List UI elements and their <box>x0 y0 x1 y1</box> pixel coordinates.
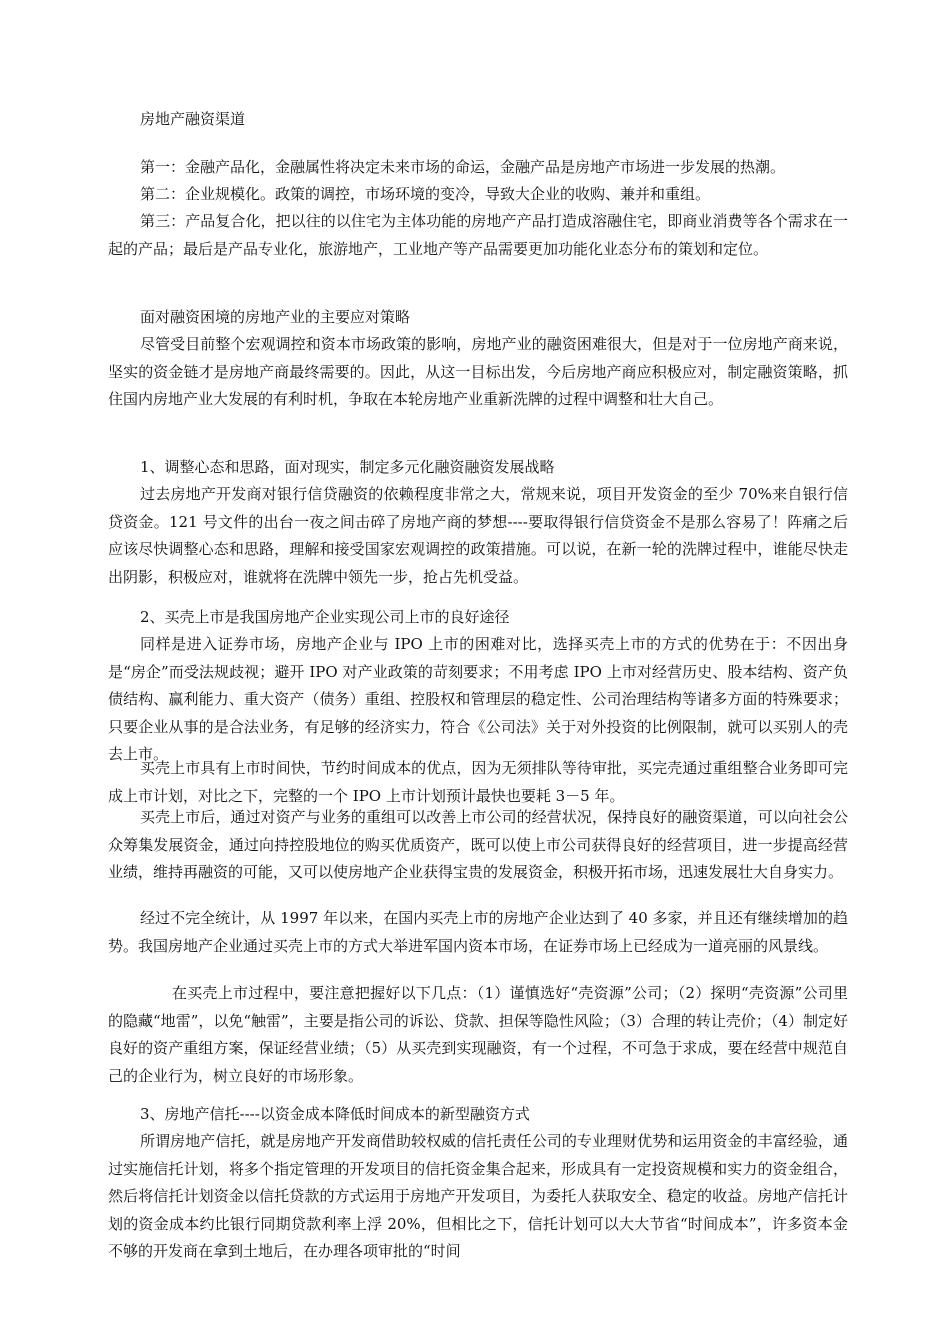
strategy-heading: 面对融资困境的房地产业的主要应对策略 <box>140 308 411 326</box>
section-3-heading: 3、房地产信托----以资金成本降低时间成本的新型融资方式 <box>140 1105 530 1123</box>
trend-paragraph-3: 第三：产品复合化，把以往的以住宅为主体功能的房地产产品打造成溶融住宅，即商业消费等各个需求在一起的产品；最后是产品专业化，旅游地产，工业地产等产品需要更加功能化业态分布的策划和定位。 <box>108 212 848 258</box>
section-2-paragraph-2: 买壳上市具有上市时间快，节约时间成本的优点，因为无须排队等待审批，买完壳通过重组整合业务即可完成上市计划，对比之下，完整的一个 IPO 上市计划预计最快也要耗 3－5 年。 <box>108 759 848 805</box>
section-1-heading: 1、调整心态和思路，面对现实，制定多元化融资融资发展战略 <box>140 458 555 476</box>
section-3-body: 所谓房地产信托，就是房地产开发商借助较权威的信托责任公司的专业理财优势和运用资金的丰富经验，通过实施信托计划，将多个指定管理的开发项目的信托资金集合起来，形成具有一定投资规模和实力的资金组合，然后将信托计划资金以信托贷款的方式运用于房地产开发项目，为委托人获取安全、稳定的收益。房地产信托计划的资金成本约比银行同期贷款利率上浮 20%，但相比之下，信托计划可以大大节省“时间成本”，许多资本金不够的开发商在拿到土地后，在办理各项审批的“时间 <box>108 1132 848 1260</box>
section-2-paragraph-5: 在买壳上市过程中，要注意把握好以下几点：（1）谨慎选好“壳资源”公司；（2）探明“壳资源”公司里的隐藏“地雷”，以免“触雷”，主要是指公司的诉讼、贷款、担保等隐性风险；（3）合理的转让壳价；（4）制定好良好的资产重组方案，保证经营业绩；（5）从买壳到实现融资，有一个过程，不可急于求成，要在经营中规范自己的企业行为，树立良好的市场形象。 <box>108 984 848 1085</box>
document-title: 房地产融资渠道 <box>140 110 246 128</box>
section-2-paragraph-3: 买壳上市后，通过对资产与业务的重组可以改善上市公司的经营状况，保持良好的融资渠道，可以向社会公众筹集发展资金，通过向持控股地位的购买优质资产，既可以使上市公司获得良好的经营项目，进一步提高经营业绩，维持再融资的可能，又可以使房地产企业获得宝贵的发展资金，积极开拓市场，迅速发展壮大自身实力。 <box>108 808 848 881</box>
section-2-paragraph-1: 同样是进入证券市场，房地产企业与 IPO 上市的困难对比，选择买壳上市的方式的优势在于：不因出身是“房企”而受法规歧视；避开 IPO 对产业政策的苛刻要求；不用考虑 IPO 上市对经营历史、股本结构、资产负债结构、赢利能力、重大资产（债务）重组、控股权和管理层的稳定性、公司治理结构等诸多方面的特殊要求；只要企业从事的是合法业务，有足够的经济实力，符合《公司法》关于对外投资的比例限制，就可以买别人的壳去上市。 <box>108 635 848 763</box>
section-2-heading: 2、买壳上市是我国房地产企业实现公司上市的良好途径 <box>140 608 510 626</box>
section-2-paragraph-4: 经过不完全统计，从 1997 年以来，在国内买壳上市的房地产企业达到了 40 多家，并且还有继续增加的趋势。我国房地产企业通过买壳上市的方式大举进军国内资本市场，在证券市场上已经成为一道亮丽的风景线。 <box>108 909 848 955</box>
section-1-body: 过去房地产开发商对银行信贷融资的依赖程度非常之大，常规来说，项目开发资金的至少 70%来自银行信贷资金。121 号文件的出台一夜之间击碎了房地产商的梦想----要取得银行信贷资金不是那么容易了！阵痛之后应该尽快调整心态和思路，理解和接受国家宏观调控的政策措施。可以说，在新一轮的洗牌过程中，谁能尽快走出阴影，积极应对，谁就将在洗牌中领先一步，抢占先机受益。 <box>108 485 848 586</box>
trend-paragraph-1: 第一：金融产品化，金融属性将决定未来市场的命运，金融产品是房地产市场进一步发展的热潮。 <box>140 158 786 176</box>
trend-paragraph-2: 第二：企业规模化。政策的调控，市场环境的变冷，导致大企业的收购、兼并和重组。 <box>140 185 711 203</box>
strategy-intro: 尽管受目前整个宏观调控和资本市场政策的影响，房地产业的融资困难很大，但是对于一位房地产商来说，坚实的资金链才是房地产商最终需要的。因此，从这一目标出发，今后房地产商应积极应对，制定融资策略，抓住国内房地产业大发展的有利时机，争取在本轮房地产业重新洗牌的过程中调整和壮大自己。 <box>108 335 848 408</box>
